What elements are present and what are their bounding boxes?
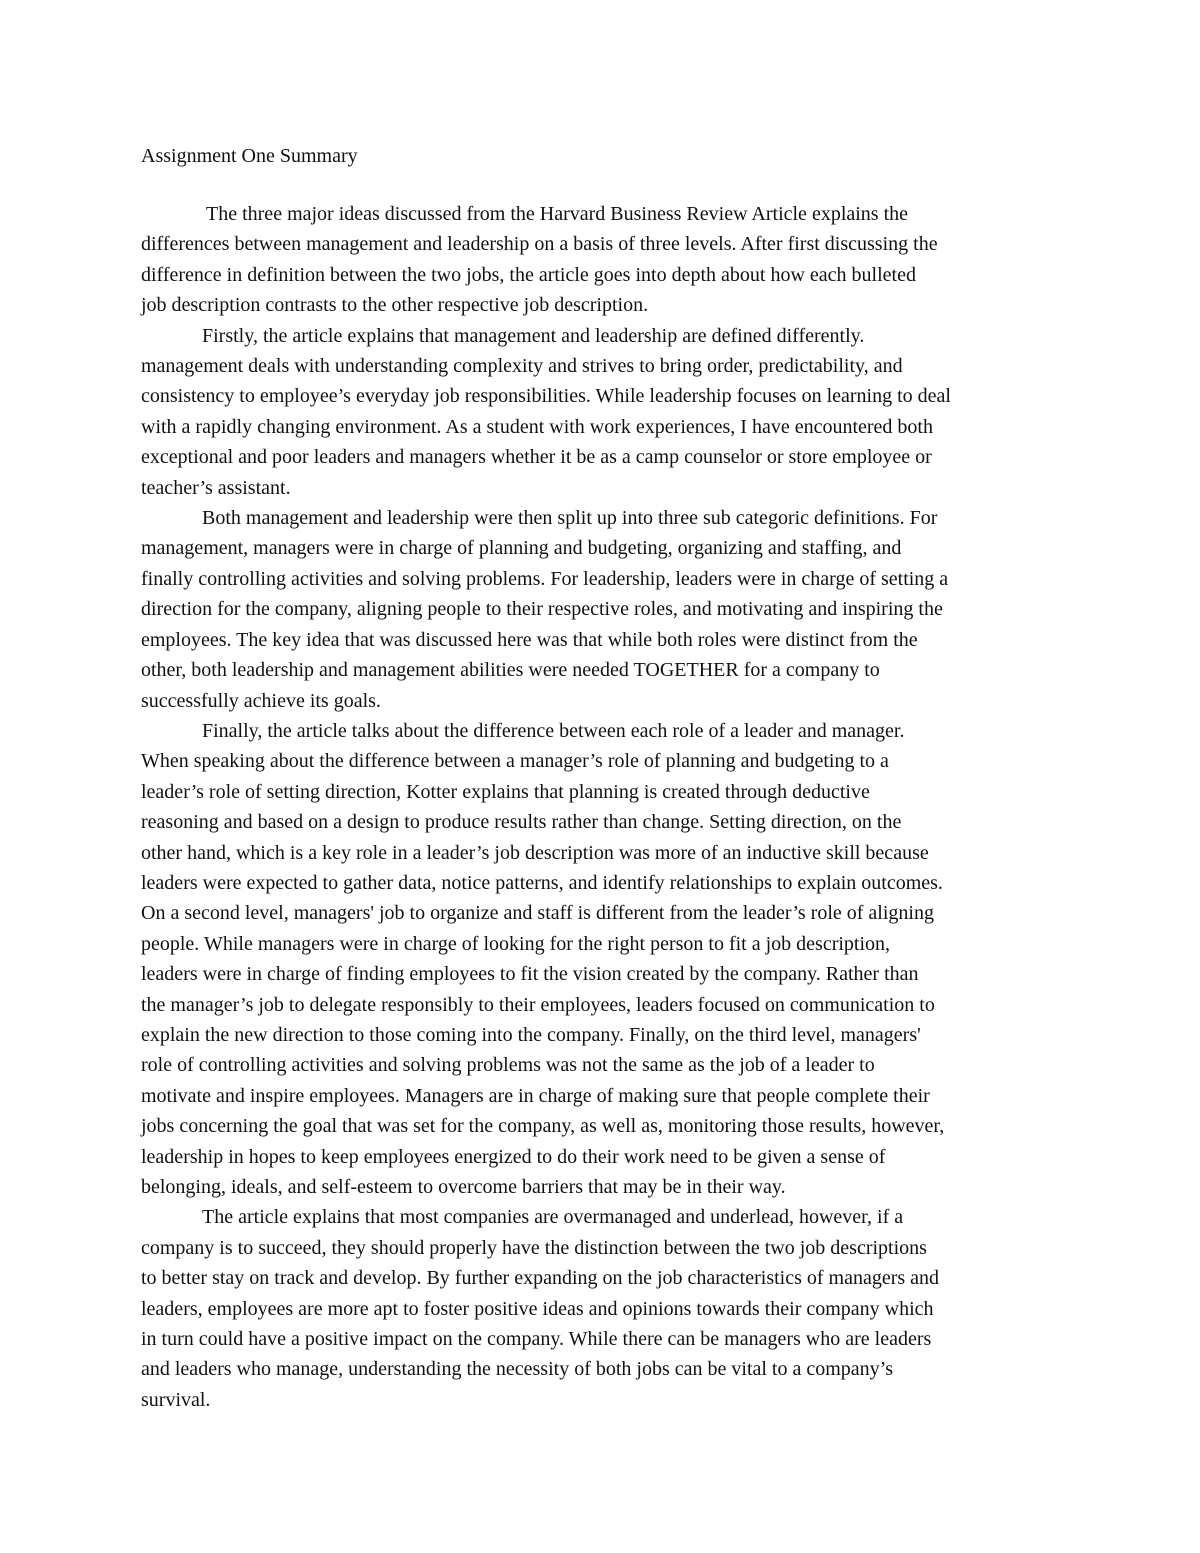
paragraph [141, 199, 1061, 321]
paragraph-line: The article explains that most companies are overmanaged and underlead, however, if a [202, 1206, 904, 1229]
paragraph-line: belonging, ideals, and self-esteem to overcome barriers that may be in their way. [141, 1176, 786, 1198]
paragraph-line: company is to succeed, they should properly have the distinction between the two job descriptions [141, 1236, 927, 1259]
paragraph-line: reasoning and based on a design to produce results rather than change. Setting direction, on the [141, 811, 902, 834]
paragraph-list [141, 199, 1061, 1415]
paragraph-line: leader’s role of setting direction, Kotter explains that planning is created through deductive [141, 780, 870, 803]
paragraph-line: exceptional and poor leaders and managers whether it be as a camp counselor or store employee or [141, 446, 932, 469]
paragraph-line: Firstly, the article explains that management and leadership are defined differently. [202, 324, 865, 347]
paragraph-line: the manager’s job to delegate responsibly to their employees, leaders focused on communication to [141, 993, 935, 1016]
paragraph [141, 1202, 1061, 1415]
paragraph-line: role of controlling activities and solving problems was not the same as the job of a leader to [141, 1054, 875, 1077]
paragraph-line: to better stay on track and develop. By further expanding on the job characteristics of managers and [141, 1267, 940, 1290]
paragraph-line: difference in definition between the two jobs, the article goes into depth about how each bulleted [141, 263, 916, 286]
paragraph-line: teacher’s assistant. [141, 476, 291, 499]
paragraph-line: leaders were in charge of finding employees to fit the vision created by the company. Rather than [141, 963, 919, 986]
document-body [141, 139, 1061, 1415]
paragraph-line: explain the new direction to those coming into the company. Finally, on the third level, managers' [141, 1023, 921, 1046]
paragraph-line: differences between management and leadership on a basis of three levels. After first discussing the [141, 233, 938, 256]
paragraph-line: motivate and inspire employees. Managers are in charge of making sure that people complete their [141, 1084, 930, 1107]
paragraph-line: When speaking about the difference between a manager’s role of planning and budgeting to a [141, 750, 889, 773]
paragraph-line: jobs concerning the goal that was set for the company, as well as, monitoring those results, however, [141, 1115, 945, 1138]
paragraph-line: successfully achieve its goals. [141, 689, 381, 712]
paragraph-line: leaders were expected to gather data, notice patterns, and identify relationships to explain outcomes. [141, 871, 943, 894]
paragraph-line: Both management and leadership were then split up into three sub categoric definitions. For [202, 507, 938, 530]
paragraph-line: other, both leadership and management abilities were needed TOGETHER for a company to [141, 659, 880, 682]
paragraph-line: management, managers were in charge of planning and budgeting, organizing and staffing, and [141, 537, 902, 560]
paragraph [141, 503, 1061, 716]
paragraph-line: leadership in hopes to keep employees energized to do their work need to be given a sense of [141, 1145, 886, 1168]
paragraph-line: Finally, the article talks about the difference between each role of a leader and manager. [202, 719, 905, 742]
paragraph-line: people. While managers were in charge of looking for the right person to fit a job description, [141, 932, 891, 955]
paragraph [141, 716, 1061, 1203]
paragraph-line: leaders, employees are more apt to foster positive ideas and opinions towards their company which [141, 1297, 934, 1320]
paragraph-line: survival. [141, 1388, 211, 1411]
document-title: Assignment One Summary [141, 145, 358, 167]
paragraph-line: The three major ideas discussed from the Harvard Business Review Article explains the [206, 203, 909, 225]
paragraph-line: direction for the company, aligning people to their respective roles, and motivating and inspiring the [141, 598, 943, 621]
title-spacer [141, 173, 1061, 199]
paragraph-line: employees. The key idea that was discussed here was that while both roles were distinct from the [141, 628, 918, 651]
paragraph-line: job description contrasts to the other respective job description. [141, 294, 649, 317]
paragraph-line: finally controlling activities and solving problems. For leadership, leaders were in charge of setting a [141, 567, 949, 590]
paragraph-line: with a rapidly changing environment. As a student with work experiences, I have encountered both [141, 415, 933, 438]
paragraph-line: and leaders who manage, understanding the necessity of both jobs can be vital to a company’s [141, 1358, 894, 1381]
paragraph-line: consistency to employee’s everyday job responsibilities. While leadership focuses on learning to deal [141, 385, 951, 408]
paragraph-line: other hand, which is a key role in a leader’s job description was more of an inductive skill because [141, 841, 929, 864]
paragraph [141, 321, 1061, 503]
paragraph-line: management deals with understanding complexity and strives to bring order, predictability, and [141, 355, 903, 378]
paragraph-line: On a second level, managers' job to organize and staff is different from the leader’s role of aligning [141, 902, 934, 925]
paragraph-line: in turn could have a positive impact on the company. While there can be managers who are leaders [141, 1328, 932, 1351]
